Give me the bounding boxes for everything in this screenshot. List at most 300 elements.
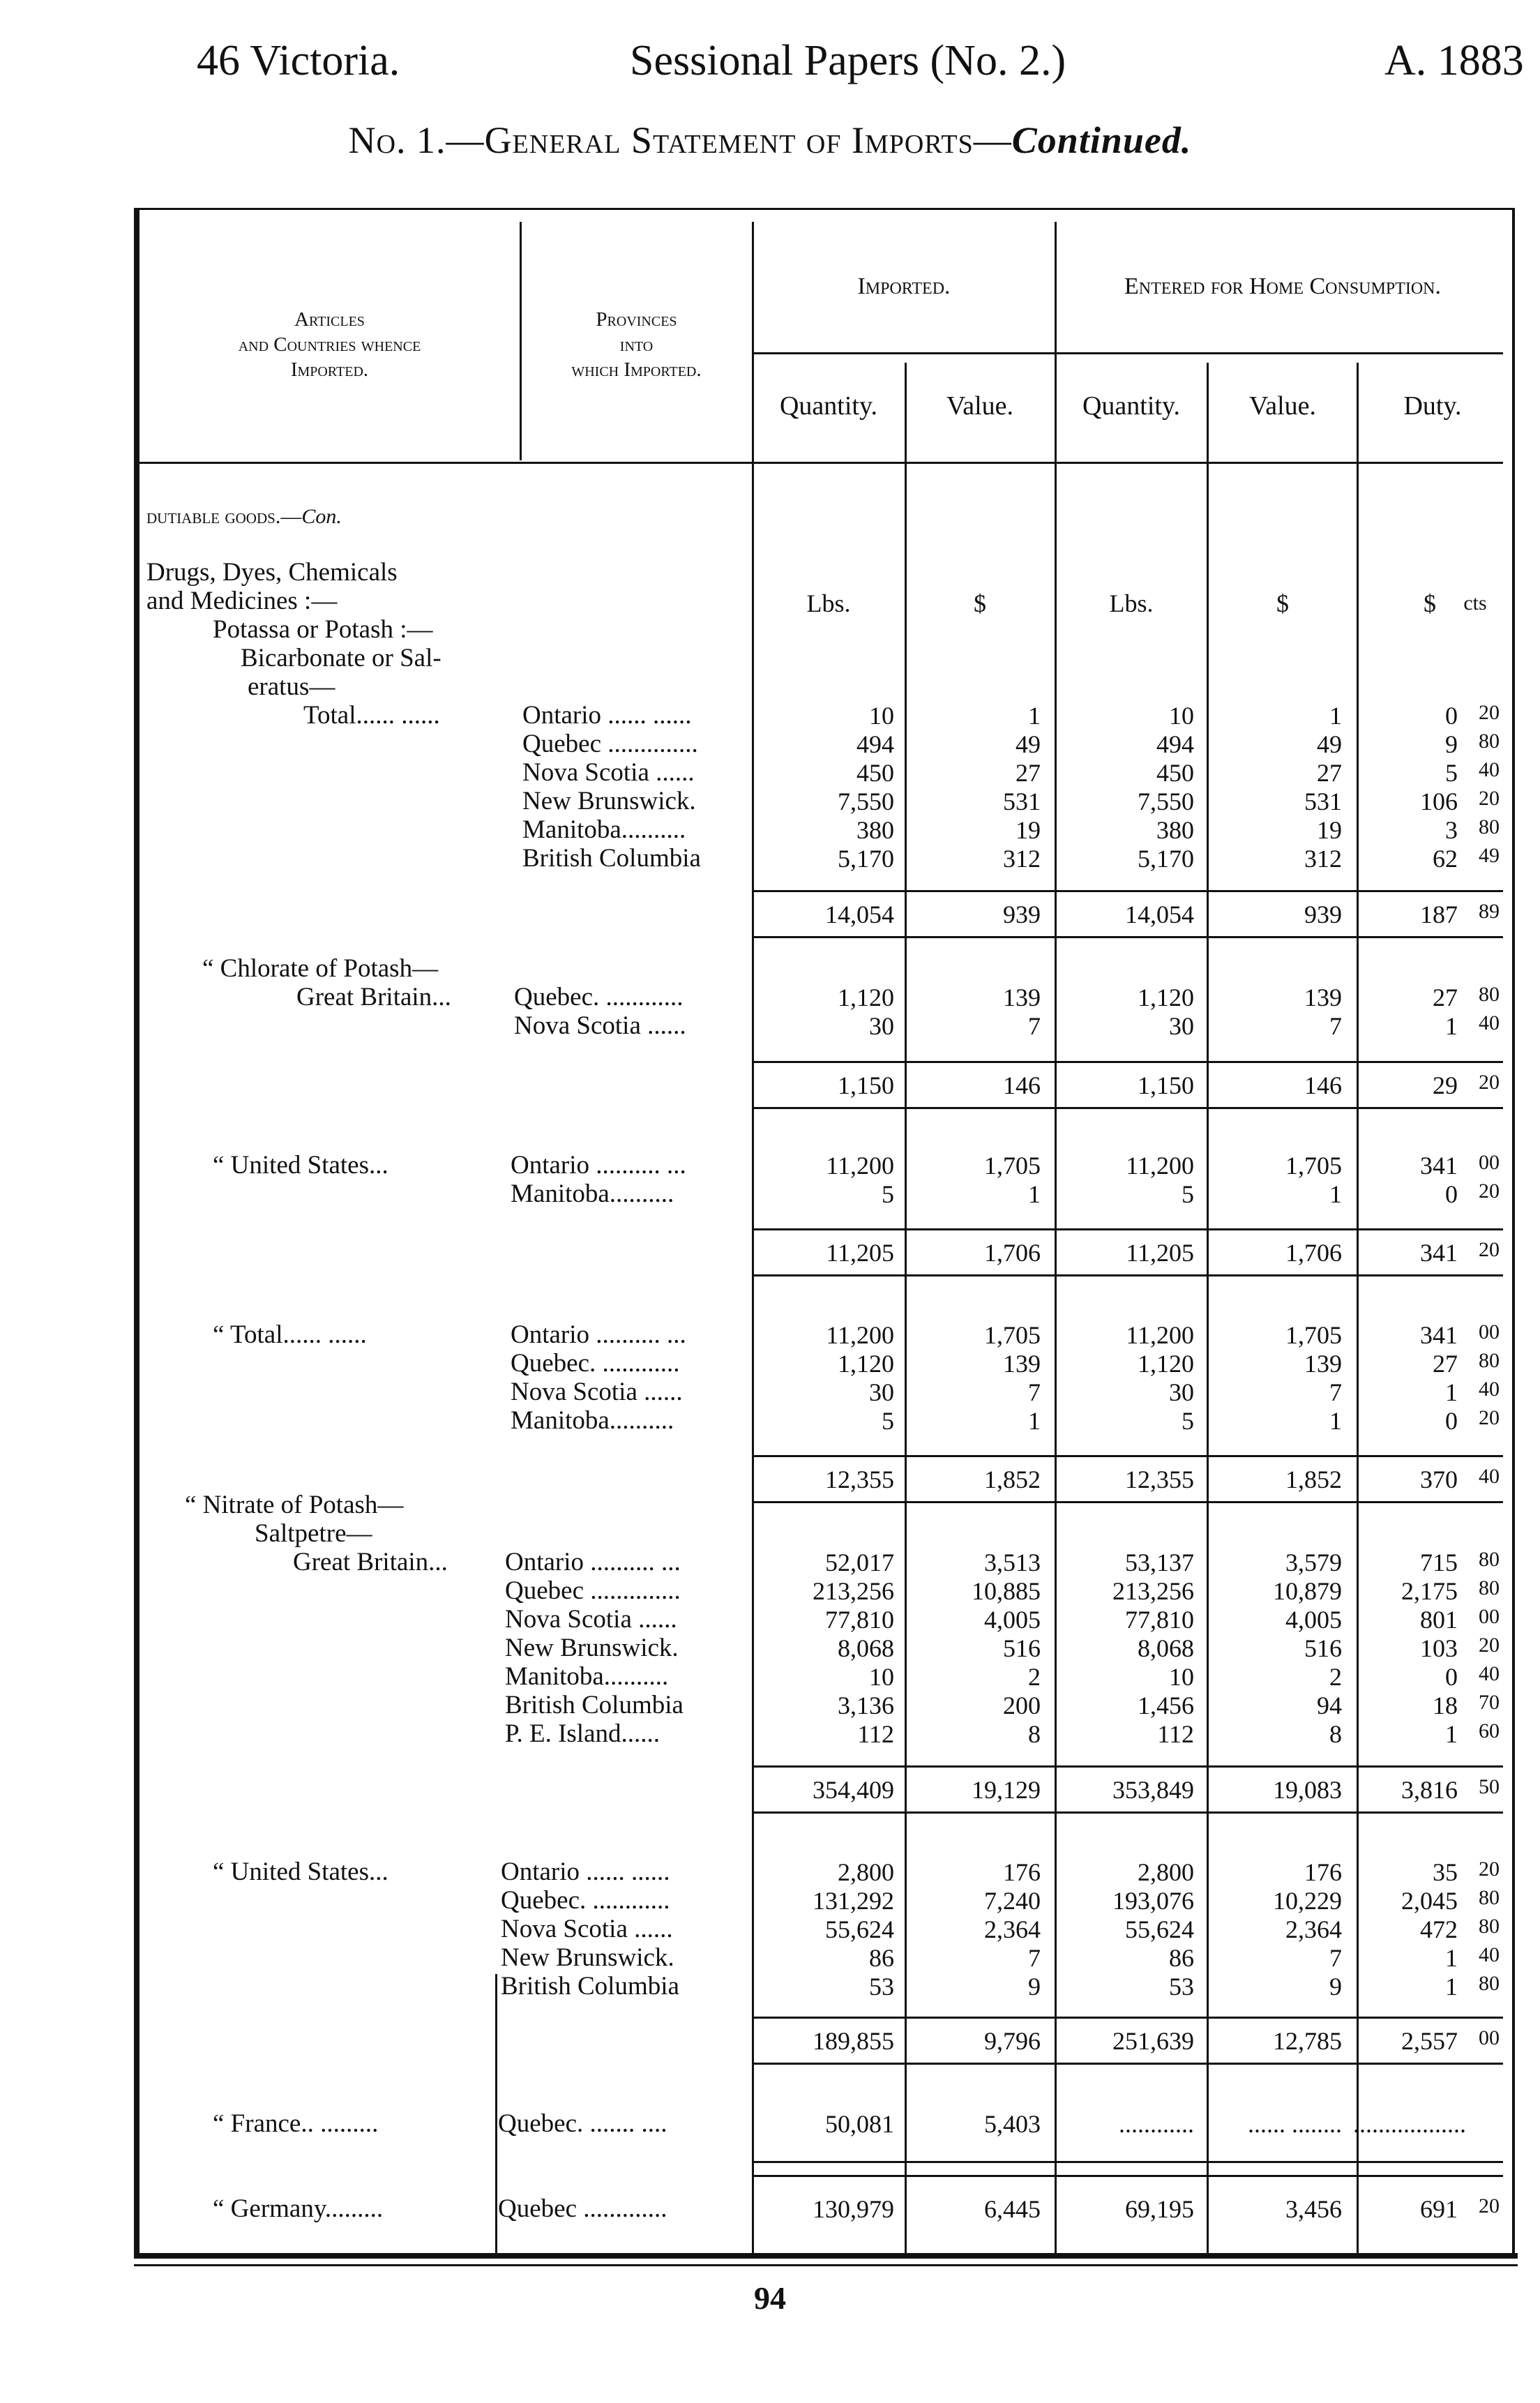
table-cell: 10 <box>1169 1663 1194 1691</box>
table-cell: 00 <box>1479 1151 1500 1174</box>
table-cell: 1,705 <box>1285 1152 1342 1180</box>
table-cell: 200 <box>1003 1692 1041 1719</box>
page-title <box>0 119 1540 162</box>
provinces-heading-line: which Imported. <box>571 359 702 381</box>
article-desc: eratus— <box>248 672 335 701</box>
table-cell: 1 <box>1028 702 1041 730</box>
table-cell: 10 <box>869 702 894 730</box>
total-cell: 11,205 <box>1126 1239 1194 1267</box>
quantity-heading: Quantity. <box>779 391 877 421</box>
total-cell: 19,083 <box>1273 1776 1342 1804</box>
table-cell: 69,195 <box>1125 2195 1194 2223</box>
table-cell: 176 <box>1304 1858 1342 1886</box>
province-name: New Brunswick. <box>522 787 696 815</box>
province-name: British Columbia <box>522 844 701 873</box>
article-desc: “ Germany......... <box>213 2194 384 2223</box>
section-con: Con. <box>301 505 342 528</box>
total-cell: 3,816 <box>1401 1776 1458 1804</box>
total-cell: 1,852 <box>1285 1466 1342 1493</box>
article-desc: “ Chlorate of Potash— <box>202 954 439 983</box>
province-name: Nova Scotia ...... <box>501 1915 673 1943</box>
total-cell: 146 <box>1304 1071 1342 1099</box>
total-cell: 353,849 <box>1112 1776 1194 1804</box>
header-center: Sessional Papers (No. 2.) <box>630 37 1066 84</box>
table-cell: 30 <box>1169 1378 1194 1406</box>
provinces-heading-line: into <box>619 333 654 356</box>
table-cell: 0 <box>1445 1663 1458 1691</box>
total-cell: 19,129 <box>972 1776 1041 1804</box>
table-cell: 80 <box>1479 1576 1500 1599</box>
table-cell: .................. <box>1353 2110 1466 2138</box>
total-cell: 12,355 <box>825 1466 894 1493</box>
table-cell: 40 <box>1479 1011 1500 1034</box>
table-cell: 3,579 <box>1285 1549 1342 1576</box>
total-cell: 1,150 <box>1138 1071 1194 1099</box>
table-cell: 19 <box>1016 816 1041 844</box>
article-desc: Bicarbonate or Sal- <box>241 644 441 672</box>
province-name: Quebec ............. <box>498 2194 667 2223</box>
table-cell: 53,137 <box>1125 1549 1194 1576</box>
total-cell: 354,409 <box>813 1776 894 1804</box>
table-cell: 27 <box>1433 1350 1458 1378</box>
table-cell: 1,705 <box>984 1321 1041 1349</box>
table-cell: 30 <box>869 1012 894 1040</box>
table-cell: 516 <box>1003 1634 1041 1662</box>
table-cell: 80 <box>1479 983 1500 1006</box>
page-number: 94 <box>754 2280 786 2316</box>
total-cell: 12,785 <box>1273 2027 1342 2055</box>
total-cell: 939 <box>1304 901 1342 928</box>
title-prefix: No. 1.— <box>348 119 485 161</box>
table-cell: 5,170 <box>1138 845 1194 873</box>
table-cell: 1 <box>1445 1378 1458 1406</box>
table-cell: 60 <box>1479 1719 1500 1742</box>
table-cell: 7,550 <box>838 788 894 815</box>
table-cell: 77,810 <box>1125 1606 1194 1634</box>
table-cell: 715 <box>1420 1549 1458 1576</box>
table-cell: 494 <box>856 730 894 758</box>
section-heading <box>146 502 342 531</box>
table-cell: 4,005 <box>984 1606 1041 1634</box>
table-cell: 20 <box>1479 701 1500 724</box>
table-cell: 380 <box>856 816 894 844</box>
table-cell: 20 <box>1479 787 1500 810</box>
unit-dollar: $ <box>1276 589 1289 617</box>
table-cell: 11,200 <box>1126 1152 1194 1180</box>
table-cell: 1 <box>1329 1407 1342 1435</box>
table-cell: 131,292 <box>813 1887 894 1915</box>
table-cell: 494 <box>1156 730 1194 758</box>
table-cell: 20 <box>1479 1634 1500 1657</box>
article-desc: Potassa or Potash :— <box>213 615 433 644</box>
table-cell: 5 <box>882 1180 894 1208</box>
table-cell: 53 <box>869 1973 894 2001</box>
total-rule <box>753 2063 1503 2065</box>
table-cell: 312 <box>1003 845 1041 873</box>
article-desc: and Medicines :— <box>146 587 338 615</box>
table-cell: 00 <box>1479 1605 1500 1628</box>
value-heading: Value. <box>946 391 1014 421</box>
title-main: General Statement of Imports— <box>484 119 1012 161</box>
header-rule <box>753 352 1503 354</box>
table-cell: 40 <box>1479 1943 1500 1966</box>
total-cell: 14,054 <box>825 901 894 928</box>
province-name: Ontario ...... ...... <box>501 1858 670 1886</box>
table-cell: 2,800 <box>1138 1858 1194 1886</box>
table-cell: 1 <box>1445 1973 1458 2001</box>
table-cell: 3,513 <box>984 1549 1041 1576</box>
table-cell: 1,120 <box>838 984 894 1011</box>
total-rule <box>753 1501 1503 1503</box>
provinces-heading-line: Provinces <box>596 308 677 331</box>
table-cell: 20 <box>1479 1858 1500 1881</box>
province-name: Nova Scotia ...... <box>505 1605 677 1634</box>
table-cell: 213,256 <box>813 1577 894 1605</box>
table-cell: 86 <box>869 1944 894 1972</box>
table-cell: 55,624 <box>825 1915 894 1943</box>
articles-heading <box>146 307 513 382</box>
col-rule <box>520 222 522 460</box>
table-cell: 450 <box>1156 759 1194 787</box>
imported-heading: Imported. <box>857 273 951 299</box>
table-cell: 18 <box>1433 1692 1458 1719</box>
title-suffix: Continued. <box>1011 119 1192 161</box>
province-name: Quebec. ............ <box>501 1886 670 1915</box>
header-right: A. 1883 <box>1384 37 1524 84</box>
header-left: 46 Victoria. <box>197 37 400 84</box>
table-cell: 19 <box>1317 816 1342 844</box>
total-rule <box>753 890 1503 892</box>
table-cell: 30 <box>869 1378 894 1406</box>
total-cell: 9,796 <box>984 2027 1041 2055</box>
table-cell: 7,550 <box>1138 788 1194 815</box>
table-cell: 3,136 <box>838 1692 894 1719</box>
table-cell: 80 <box>1479 1972 1500 1995</box>
table-cell: 112 <box>857 1720 894 1748</box>
article-desc: “ Total...... ...... <box>213 1320 367 1349</box>
table-cell: 20 <box>1479 1406 1500 1429</box>
total-rule <box>753 1811 1503 1814</box>
table-cell: 80 <box>1479 1886 1500 1909</box>
article-desc: “ United States... <box>213 1858 388 1886</box>
total-rule <box>753 1228 1503 1230</box>
table-cell: 94 <box>1317 1692 1342 1719</box>
total-rule <box>753 1274 1503 1276</box>
table-cell: 213,256 <box>1112 1577 1194 1605</box>
table-cell: 52,017 <box>825 1549 894 1576</box>
total-rule <box>753 1061 1503 1063</box>
table-cell: 49 <box>1317 730 1342 758</box>
table-cell: 53 <box>1169 1973 1194 2001</box>
province-name: Manitoba.......... <box>511 1406 674 1435</box>
table-cell: 1,705 <box>984 1152 1041 1180</box>
table-cell: 30 <box>1169 1012 1194 1040</box>
province-name: Nova Scotia ...... <box>511 1378 683 1406</box>
table-cell: 5 <box>1182 1180 1194 1208</box>
province-name: Quebec. ............ <box>514 983 684 1011</box>
table-cell: 80 <box>1479 730 1500 753</box>
article-desc: Great Britain... <box>293 1548 448 1576</box>
table-cell: 7 <box>1329 1012 1342 1040</box>
table-cell: 1,120 <box>838 1350 894 1378</box>
table-cell: 49 <box>1016 730 1041 758</box>
table-cell: 40 <box>1479 1378 1500 1401</box>
total-cell: 20 <box>1479 1071 1500 1094</box>
articles-heading-line: Articles <box>294 308 365 331</box>
frame-bottom-rule <box>134 2253 1518 2259</box>
province-name: British Columbia <box>501 1972 679 2001</box>
table-cell: 531 <box>1003 788 1041 815</box>
table-cell: 80 <box>1479 1349 1500 1372</box>
table-cell: 1 <box>1028 1407 1041 1435</box>
value-heading: Value. <box>1248 391 1317 421</box>
province-name: Quebec. ............ <box>511 1349 680 1378</box>
total-cell: 251,639 <box>1112 2027 1194 2055</box>
table-cell: 176 <box>1003 1858 1041 1886</box>
articles-heading-line: and Countries whence <box>238 333 421 356</box>
provinces-heading <box>523 307 750 382</box>
table-cell: 11,200 <box>1126 1321 1194 1349</box>
table-cell: 1,705 <box>1285 1321 1342 1349</box>
table-cell: 531 <box>1304 788 1342 815</box>
table-cell: 1 <box>1445 1720 1458 1748</box>
table-cell: ...... ........ <box>1248 2110 1342 2138</box>
table-cell: 1 <box>1329 1180 1342 1208</box>
table-cell: 2,800 <box>838 1858 894 1886</box>
table-cell: 00 <box>1479 1320 1500 1343</box>
duty-heading: Duty. <box>1403 391 1462 421</box>
table-cell: 691 <box>1420 2195 1458 2223</box>
table-cell: 20 <box>1479 1180 1500 1203</box>
table-cell: 8,068 <box>1138 1634 1194 1662</box>
table-cell: 8 <box>1028 1720 1041 1748</box>
article-desc: Saltpetre— <box>255 1519 372 1548</box>
table-cell: 6,445 <box>984 2195 1041 2223</box>
unit-lbs: Lbs. <box>806 589 851 617</box>
table-cell: 341 <box>1420 1321 1458 1349</box>
table-cell: 40 <box>1479 1662 1500 1685</box>
table-cell: 40 <box>1479 758 1500 781</box>
table-cell: 10 <box>1169 702 1194 730</box>
articles-heading-line: Imported. <box>290 359 369 381</box>
province-name: Ontario .......... ... <box>505 1548 681 1576</box>
table-cell: 1 <box>1445 1012 1458 1040</box>
total-cell: 00 <box>1479 2026 1500 2049</box>
province-name: Nova Scotia ...... <box>522 758 695 787</box>
table-cell: 86 <box>1169 1944 1194 1972</box>
table-cell: 5 <box>1445 759 1458 787</box>
header-rule <box>139 462 1503 464</box>
table-cell: 8,068 <box>838 1634 894 1662</box>
table-cell: 193,076 <box>1112 1887 1194 1915</box>
col-rule <box>495 1974 497 2253</box>
table-cell: 106 <box>1420 788 1458 815</box>
article-desc: Total...... ...... <box>303 701 440 730</box>
total-cell: 187 <box>1420 901 1458 928</box>
table-cell: 1,120 <box>1138 1350 1194 1378</box>
table-cell: 103 <box>1420 1634 1458 1662</box>
table-cell: 2,045 <box>1401 1887 1458 1915</box>
province-name: Ontario .......... ... <box>511 1320 686 1349</box>
table-cell: 27 <box>1433 984 1458 1011</box>
article-desc: “ Nitrate of Potash— <box>185 1491 404 1519</box>
province-name: New Brunswick. <box>501 1943 674 1972</box>
total-cell: 29 <box>1433 1071 1458 1099</box>
table-cell: 5,170 <box>838 845 894 873</box>
table-cell: 1 <box>1028 1180 1041 1208</box>
province-name: Quebec .............. <box>522 730 698 758</box>
table-cell: 2,364 <box>1285 1915 1342 1943</box>
quantity-heading: Quantity. <box>1082 391 1180 421</box>
table-cell: 80 <box>1479 1548 1500 1571</box>
table-cell: 1 <box>1329 702 1342 730</box>
province-name: Manitoba.......... <box>505 1662 669 1691</box>
article-desc: “ France.. ......... <box>213 2109 379 2138</box>
table-cell: 3 <box>1445 816 1458 844</box>
total-cell: 40 <box>1479 1465 1500 1488</box>
province-name: British Columbia <box>505 1691 684 1719</box>
table-cell: 2,364 <box>984 1915 1041 1943</box>
article-desc: Great Britain... <box>296 983 451 1011</box>
table-cell: 450 <box>856 759 894 787</box>
table-cell: 77,810 <box>825 1606 894 1634</box>
row-rule <box>753 2161 1503 2163</box>
table-cell: 380 <box>1156 816 1194 844</box>
province-name: Nova Scotia ...... <box>514 1011 686 1040</box>
table-cell: ............ <box>1119 2110 1194 2138</box>
total-rule <box>753 936 1503 938</box>
table-cell: 20 <box>1479 2194 1500 2217</box>
table-cell: 8 <box>1329 1720 1342 1748</box>
table-cell: 0 <box>1445 702 1458 730</box>
table-cell: 27 <box>1317 759 1342 787</box>
total-cell: 11,205 <box>826 1239 894 1267</box>
table-cell: 516 <box>1304 1634 1342 1662</box>
province-name: Ontario ...... ...... <box>522 701 692 730</box>
total-cell: 14,054 <box>1125 901 1194 928</box>
table-cell: 62 <box>1433 845 1458 873</box>
province-name: P. E. Island...... <box>505 1719 660 1748</box>
table-cell: 139 <box>1003 1350 1041 1378</box>
table-cell: 10,879 <box>1273 1577 1342 1605</box>
table-cell: 10 <box>869 1663 894 1691</box>
table-cell: 10,229 <box>1273 1887 1342 1915</box>
table-cell: 70 <box>1479 1691 1500 1714</box>
total-cell: 1,852 <box>984 1466 1041 1493</box>
table-cell: 11,200 <box>826 1321 894 1349</box>
entered-heading: Entered for Home Consumption. <box>1124 273 1442 299</box>
row-rule <box>753 2175 1503 2177</box>
province-name: Quebec. ....... .... <box>498 2109 667 2138</box>
table-cell: 112 <box>1157 1720 1194 1748</box>
table-cell: 312 <box>1304 845 1342 873</box>
total-cell: 370 <box>1420 1466 1458 1493</box>
table-cell: 130,979 <box>813 2195 894 2223</box>
total-cell: 1,150 <box>838 1071 894 1099</box>
province-name: Ontario .......... ... <box>511 1151 686 1180</box>
total-cell: 939 <box>1003 901 1041 928</box>
table-cell: 5,403 <box>984 2110 1041 2138</box>
province-name: New Brunswick. <box>505 1634 679 1662</box>
province-name: Quebec .............. <box>505 1576 681 1605</box>
table-cell: 7 <box>1329 1378 1342 1406</box>
table-cell: 7 <box>1028 1944 1041 1972</box>
table-cell: 0 <box>1445 1180 1458 1208</box>
table-cell: 50,081 <box>825 2110 894 2138</box>
table-cell: 1,120 <box>1138 984 1194 1011</box>
total-rule <box>753 1107 1503 1109</box>
total-cell: 1,706 <box>984 1239 1041 1267</box>
total-cell: 89 <box>1479 900 1500 923</box>
table-cell: 7 <box>1028 1012 1041 1040</box>
table-cell: 2 <box>1028 1663 1041 1691</box>
table-cell: 1,456 <box>1138 1692 1194 1719</box>
total-cell: 20 <box>1479 1238 1500 1261</box>
table-cell: 10,885 <box>972 1577 1041 1605</box>
total-cell: 12,355 <box>1125 1466 1194 1493</box>
table-cell: 11,200 <box>826 1152 894 1180</box>
table-cell: 9 <box>1445 730 1458 758</box>
table-cell: 472 <box>1420 1915 1458 1943</box>
table-cell: 80 <box>1479 1915 1500 1938</box>
total-cell: 1,706 <box>1285 1239 1342 1267</box>
table-cell: 139 <box>1003 984 1041 1011</box>
table-cell: 1 <box>1445 1944 1458 1972</box>
unit-dollar: $ <box>1424 589 1436 617</box>
province-name: Manitoba.......... <box>522 815 686 844</box>
table-cell: 7 <box>1028 1378 1041 1406</box>
table-cell: 0 <box>1445 1407 1458 1435</box>
total-cell: 2,557 <box>1401 2027 1458 2055</box>
table-cell: 2,175 <box>1401 1577 1458 1605</box>
table-cell: 27 <box>1016 759 1041 787</box>
total-rule <box>753 1455 1503 1457</box>
table-cell: 35 <box>1433 1858 1458 1886</box>
table-cell: 139 <box>1304 984 1342 1011</box>
table-cell: 5 <box>1182 1407 1194 1435</box>
table-cell: 9 <box>1028 1973 1041 2001</box>
table-cell: 3,456 <box>1285 2195 1342 2223</box>
total-cell: 189,855 <box>813 2027 894 2055</box>
frame-bottom-rule-thin <box>134 2264 1518 2266</box>
table-cell: 9 <box>1329 1973 1342 2001</box>
province-name: Manitoba.......... <box>511 1180 674 1208</box>
table-cell: 7 <box>1329 1944 1342 1972</box>
table-cell: 139 <box>1304 1350 1342 1378</box>
article-desc: Drugs, Dyes, Chemicals <box>146 558 398 587</box>
table-cell: 341 <box>1420 1152 1458 1180</box>
table-cell: 4,005 <box>1285 1606 1342 1634</box>
total-cell: 146 <box>1003 1071 1041 1099</box>
unit-lbs: Lbs. <box>1109 589 1154 617</box>
table-cell: 49 <box>1479 844 1500 867</box>
total-rule <box>753 2017 1503 2019</box>
unit-cents: cts <box>1463 592 1487 615</box>
table-cell: 2 <box>1329 1663 1342 1691</box>
table-cell: 80 <box>1479 815 1500 838</box>
table-cell: 5 <box>882 1407 894 1435</box>
table-cell: 7,240 <box>984 1887 1041 1915</box>
section-label: dutiable goods.— <box>146 505 302 528</box>
article-desc: “ United States... <box>213 1151 388 1180</box>
total-rule <box>753 1765 1503 1768</box>
total-cell: 50 <box>1479 1775 1500 1798</box>
total-cell: 341 <box>1420 1239 1458 1267</box>
unit-dollar: $ <box>974 589 986 617</box>
table-cell: 55,624 <box>1125 1915 1194 1943</box>
col-rule <box>752 222 754 2253</box>
table-cell: 801 <box>1420 1606 1458 1634</box>
